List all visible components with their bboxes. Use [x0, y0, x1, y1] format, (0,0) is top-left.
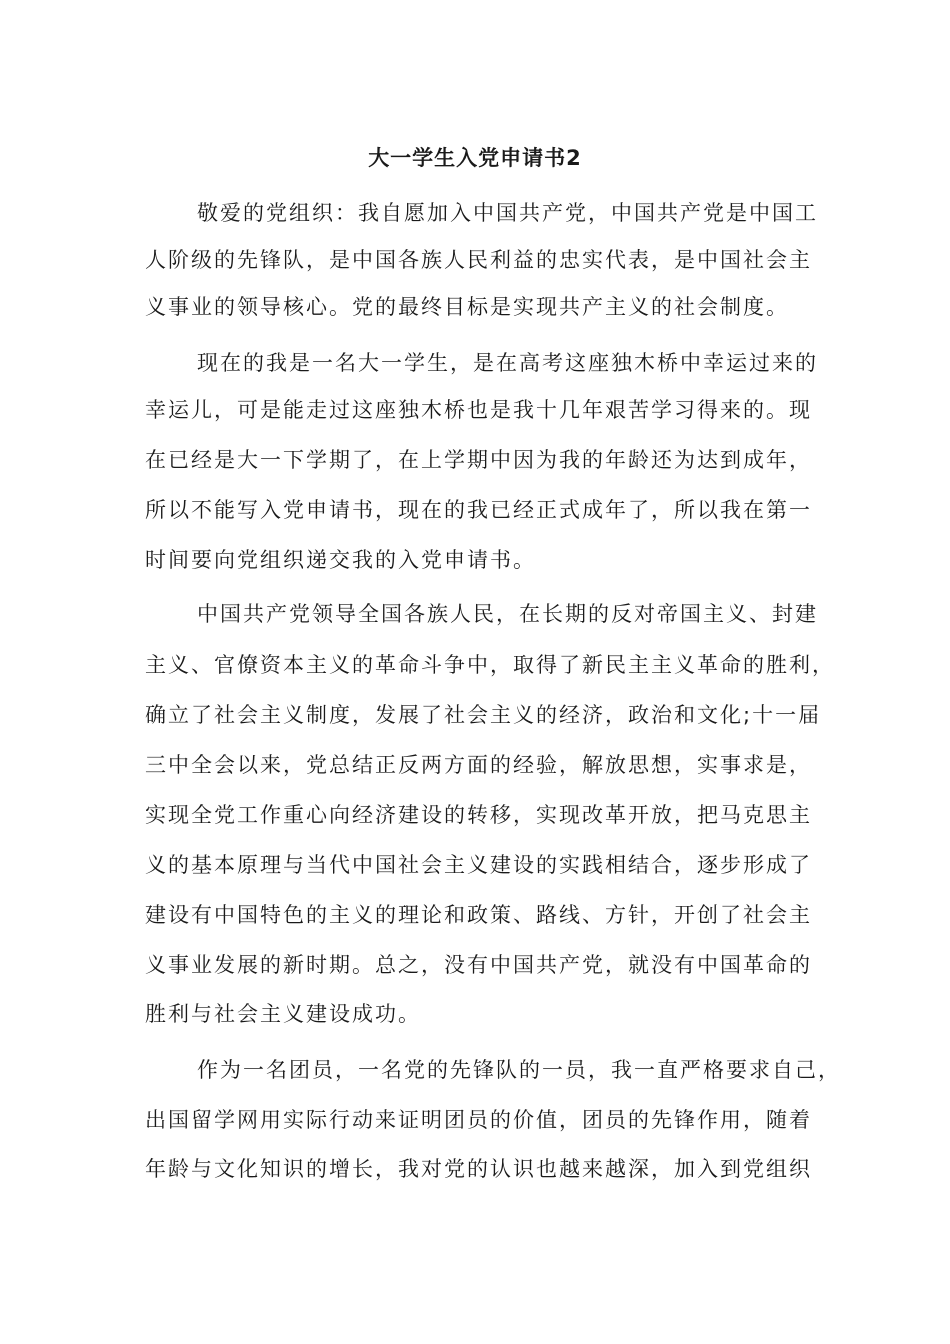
text-line: 现在的我是一名大一学生，是在高考这座独木桥中幸运过来的: [197, 351, 818, 375]
text-line: 所以不能写入党申请书，现在的我已经正式成年了，所以我在第一: [145, 498, 812, 522]
text-line: 在已经是大一下学期了，在上学期中因为我的年龄还为达到成年，: [145, 448, 812, 472]
text-line: 幸运儿，可是能走过这座独木桥也是我十几年艰苦学习得来的。现: [145, 398, 812, 422]
text-line: 主义、官僚资本主义的革命斗争中，取得了新民主主义革命的胜利，: [145, 653, 835, 677]
text-line: 实现全党工作重心向经济建设的转移，实现改革开放，把马克思主: [145, 803, 812, 827]
document-title: 大一学生入党申请书2: [368, 146, 582, 170]
text-line: 义的基本原理与当代中国社会主义建设的实践相结合，逐步形成了: [145, 853, 812, 877]
text-line: 义事业的领导核心。党的最终目标是实现共产主义的社会制度。: [145, 295, 789, 319]
text-line: 胜利与社会主义建设成功。: [145, 1002, 421, 1026]
text-line: 作为一名团员，一名党的先锋队的一员，我一直严格要求自己，: [197, 1058, 841, 1082]
text-line: 三中全会以来，党总结正反两方面的经验，解放思想，实事求是，: [145, 753, 812, 777]
text-line: 敬爱的党组织：我自愿加入中国共产党，中国共产党是中国工: [197, 201, 818, 225]
text-line: 确立了社会主义制度，发展了社会主义的经济，政治和文化;十一届: [145, 703, 822, 727]
text-line: 义事业发展的新时期。总之，没有中国共产党，就没有中国革命的: [145, 953, 812, 977]
text-line: 出国留学网用实际行动来证明团员的价值，团员的先锋作用，随着: [145, 1108, 812, 1132]
text-line: 中国共产党领导全国各族人民，在长期的反对帝国主义、封建: [197, 602, 818, 626]
text-line: 年龄与文化知识的增长，我对党的认识也越来越深，加入到党组织: [145, 1157, 812, 1181]
text-line: 人阶级的先锋队，是中国各族人民利益的忠实代表，是中国社会主: [145, 248, 812, 272]
text-line: 建设有中国特色的主义的理论和政策、路线、方针，开创了社会主: [145, 903, 812, 927]
text-line: 时间要向党组织递交我的入党申请书。: [145, 548, 536, 572]
